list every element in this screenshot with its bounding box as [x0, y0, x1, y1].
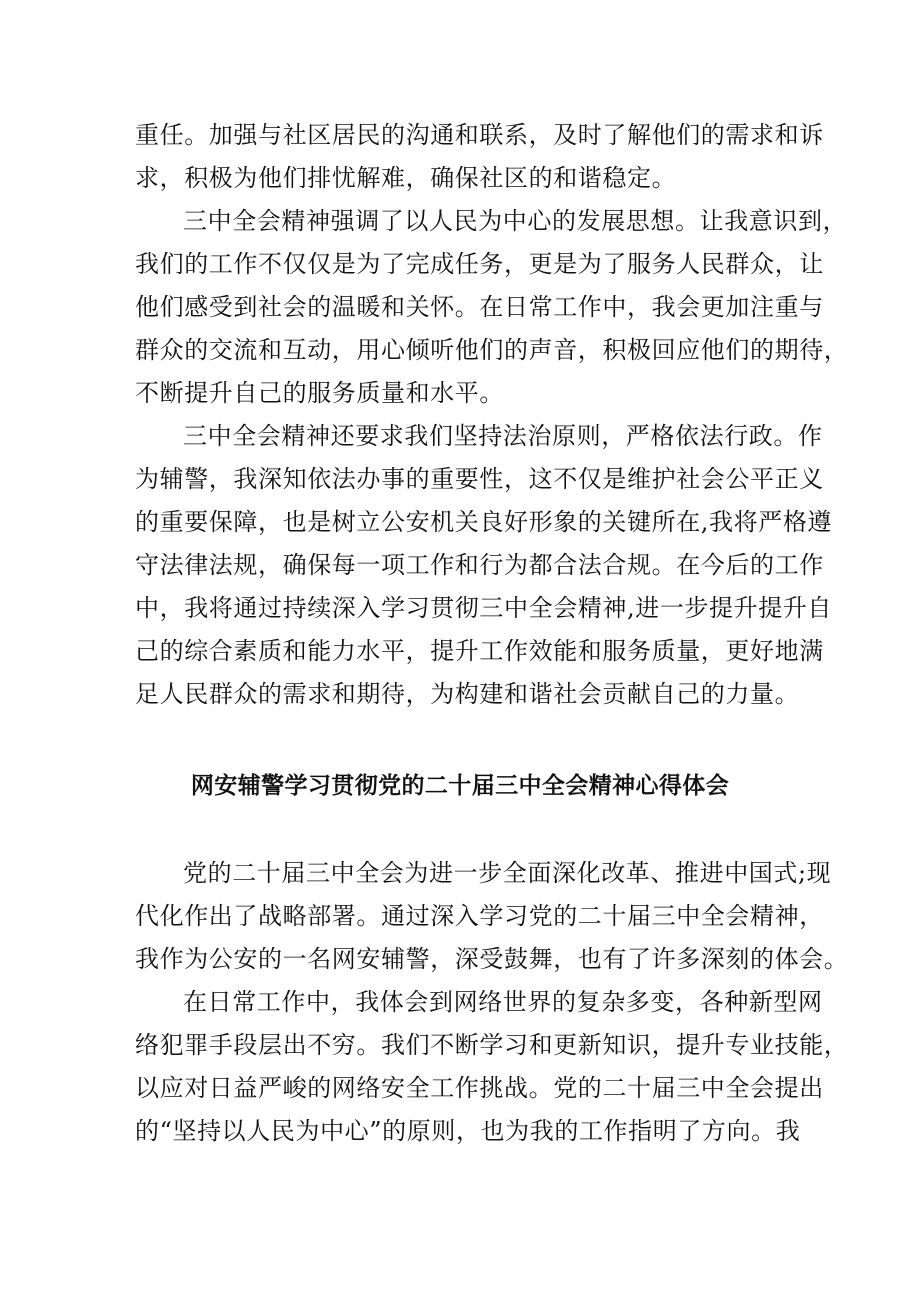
paragraph-line: 为辅警，我深知依法办事的重要性，这不仅是维护社会公平正义	[135, 465, 824, 493]
paragraph-line: 代化作出了战略部署。通过深入学习党的二十届三中全会精神，	[135, 902, 824, 930]
paragraph-line: 以应对日益严峻的网络安全工作挑战。党的二十届三中全会提出	[135, 1074, 824, 1102]
paragraph-line: 不断提升自己的服务质量和水平。	[135, 379, 504, 407]
paragraph-line: 在日常工作中，我体会到网络世界的复杂多变，各种新型网	[183, 988, 823, 1016]
paragraph-line: 我们的工作不仅仅是为了完成任务，更是为了服务人民群众，让	[135, 250, 824, 278]
paragraph-line: 守法律法规，确保每一项工作和行为都合法合规。在今后的工作	[135, 551, 824, 579]
article-title: 网安辅警学习贯彻党的二十届三中全会精神心得体会	[190, 772, 730, 799]
paragraph-line: 三中全会精神还要求我们坚持法治原则，严格依法行政。作	[183, 422, 823, 450]
paragraph-line: 求，积极为他们排忧解难，确保社区的和谐稳定。	[135, 164, 677, 192]
paragraph-line: 群众的交流和互动，用心倾听他们的声音，积极回应他们的期待，	[135, 336, 849, 364]
paragraph-line: 三中全会精神强调了以人民为中心的发展思想。让我意识到，	[183, 207, 848, 235]
paragraph-line: 的重要保障，也是树立公安机关良好形象的关键所在,我将严格遵	[135, 508, 833, 536]
paragraph-line: 络犯罪手段层出不穷。我们不断学习和更新知识，提升专业技能，	[135, 1031, 849, 1059]
paragraph-line: 的“坚持以人民为中心”的原则，也为我的工作指明了方向。我	[135, 1117, 801, 1145]
paragraph-line: 党的二十届三中全会为进一步全面深化改革、推进中国式;现	[183, 859, 832, 887]
paragraph-line: 足人民群众的需求和期待，为构建和谐社会贡献自己的力量。	[135, 680, 800, 708]
paragraph-line: 重任。加强与社区居民的沟通和联系，及时了解他们的需求和诉	[135, 121, 824, 149]
paragraph-line: 他们感受到社会的温暖和关怀。在日常工作中，我会更加注重与	[135, 293, 824, 321]
paragraph-line: 中，我将通过持续深入学习贯彻三中全会精神,进一步提升提升自	[135, 594, 833, 622]
paragraph-line: 我作为公安的一名网安辅警，深受鼓舞，也有了许多深刻的体会。	[135, 945, 849, 973]
paragraph-line: 己的综合素质和能力水平，提升工作效能和服务质量，更好地满	[135, 637, 824, 665]
